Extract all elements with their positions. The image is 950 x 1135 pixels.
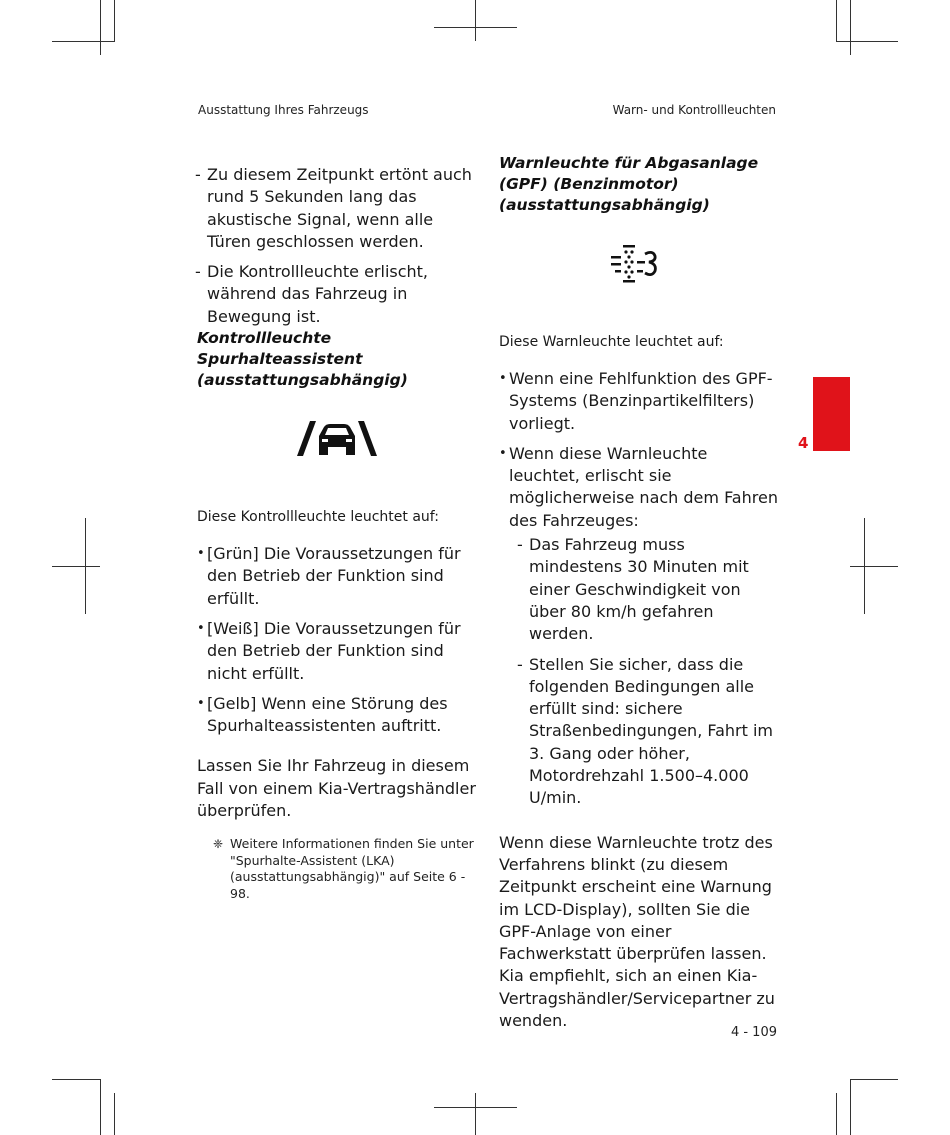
chapter-tab-marker xyxy=(813,377,850,451)
lka-lights-up: Diese Kontrollleuchte leuchtet auf: xyxy=(197,509,439,526)
gpf-bullet: • Wenn eine Fehlfunktion des GPF-Systems (Benzinpartikelfilters) vorliegt. xyxy=(499,368,779,435)
page-number: 4 - 109 xyxy=(730,1025,777,1040)
right-column xyxy=(499,150,779,1032)
header-chapter-title: Warn- und Kontrollleuchten xyxy=(612,103,776,117)
gpf-heading: Warnleuchte für Abgasanlage (GPF) (Benzinmotor) (ausstattungsabhängig) xyxy=(499,154,759,214)
gpf-lights-up: Diese Warnleuchte leuchtet auf: xyxy=(499,334,724,350)
gasoline-particulate-filter-icon xyxy=(499,242,779,286)
lka-bullet: • [Grün] Die Voraussetzungen für den Betrieb der Funktion sind erfüllt. xyxy=(197,543,477,610)
lane-keeping-assist-icon xyxy=(197,417,477,461)
gpf-sub-item: - Das Fahrzeug muss mindestens 30 Minuten mit einer Geschwindigkeit von über 80 km/h gefahren werden. xyxy=(499,534,779,645)
intro-item: - Die Kontrollleuchte erlischt, während das Fahrzeug in Bewegung ist. xyxy=(197,261,477,328)
lka-check-text: Lassen Sie Ihr Fahrzeug in diesem Fall von einem Kia-Vertragshändler überprüfen. xyxy=(197,756,476,821)
header-section-title: Ausstattung Ihres Fahrzeugs xyxy=(198,103,369,117)
chapter-tab-number: 4 xyxy=(798,434,809,452)
intro-item: - Zu diesem Zeitpunkt ertönt auch rund 5 Sekunden lang das akustische Signal, wenn alle Türen geschlossen werden. xyxy=(197,164,477,253)
lka-bullet: • [Gelb] Wenn eine Störung des Spurhalteassistenten auftritt. xyxy=(197,693,477,738)
note-symbol-icon: ❈ xyxy=(213,837,224,852)
left-column xyxy=(197,150,477,902)
gpf-closing-text: Wenn diese Warnleuchte trotz des Verfahrens blinkt (zu diesem Zeitpunkt erscheint eine Warnung im LCD-Display), sollten Sie die GPF-Anlage von einer Fachwerkstatt überprüfen lassen. Kia empfiehlt, sich an einen Kia-Vertragshändler/Servicepartner zu wenden. xyxy=(499,832,775,1031)
note-text: Weitere Informationen finden Sie unter "Spurhalte-Assistent (LKA) (ausstattungsabhängig)" auf Seite 6 - 98. xyxy=(230,836,474,901)
lka-heading: Kontrollleuchte Spurhalteassistent (ausstattungsabhängig) xyxy=(197,329,408,390)
gpf-sub-item: - Stellen Sie sicher, dass die folgenden Bedingungen alle erfüllt sind: sichere Straßenbedingungen, Fahrt im 3. Gang oder höher, Motordrehzahl 1.500–4.000 U/min. xyxy=(499,654,779,810)
gpf-bullet: • Wenn diese Warnleuchte leuchtet, erlischt sie möglicherweise nach dem Fahren des Fahrzeuges: xyxy=(499,443,779,532)
lka-bullet: • [Weiß] Die Voraussetzungen für den Betrieb der Funktion sind nicht erfüllt. xyxy=(197,618,477,685)
lka-note xyxy=(197,836,477,902)
